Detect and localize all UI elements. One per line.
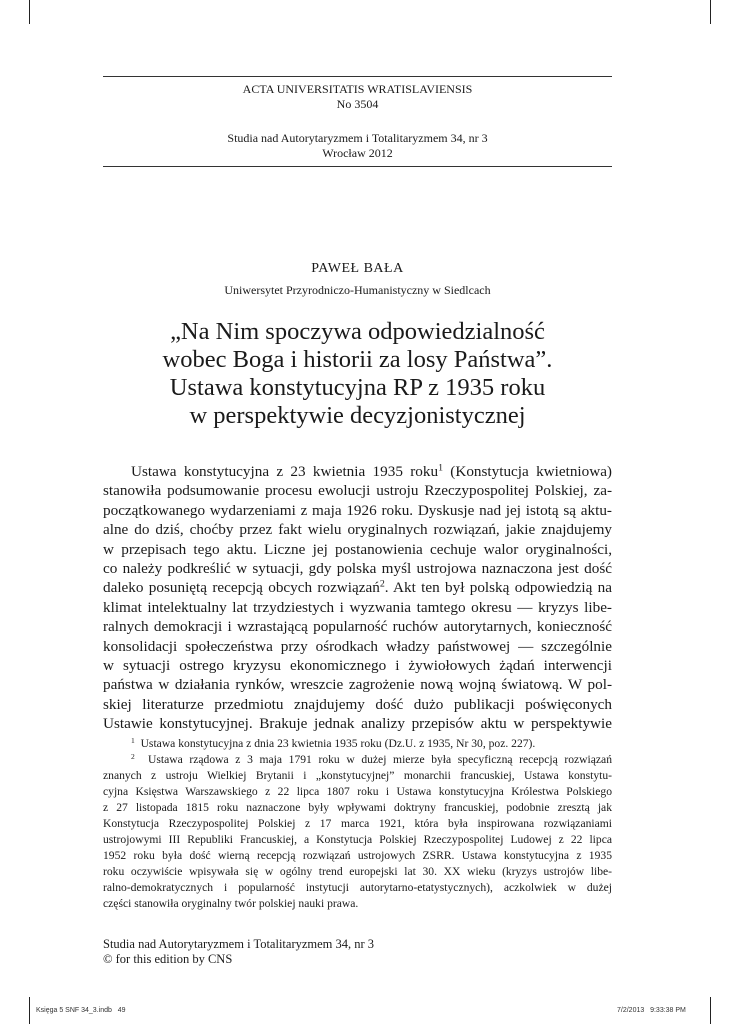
body-line: ralnych demokracji i wzrastającą popularność ruchów autorytarnych, konieczność [103,618,612,636]
footnote-2-line: części stanowiła oryginalny twór polskiej nauki prawa. [103,897,359,910]
body-paragraph [103,462,612,733]
title-line: wobec Boga i historii za losy Państwa”. [162,346,553,373]
footnote-number: 1 [131,735,135,745]
body-line: w sytuacji ostrego kryzysu ekonomicznego i żywiołowych żądań interwencji [103,656,612,674]
footnote-text: Ustawa rządowa z 3 maja 1791 roku w dużej mierze była specyficzną recepcją rozwiązań [148,753,612,766]
footnote-2-line: roku oczywiście wpisywała się w ogólny trend europejski lat 30. XX wieku (kryzys ustrojów libe- [103,865,612,878]
title-line: Ustawa konstytucyjna RP z 1935 roku [169,374,546,401]
footnote-2-line: ustrojowymi III Republiki Francuskiej, a Konstytucja Polskiej Rzeczypospolitej Ludowej z 22 lipca [103,833,612,846]
body-line: stanowiła podsumowanie procesu ewolucji ustroju Rzeczypospolitej Polskiej, za- [103,482,612,500]
body-line: Ustawie konstytucyjnej. Brakuje jednak analizy przepisów aktu w perspektywie [103,715,612,733]
footer-series: Studia nad Autorytaryzmem i Totalitaryzmem 34, nr 3 [103,937,375,951]
journal-number: No 3504 [336,97,379,111]
article-title [103,318,612,430]
footnotes [103,736,612,912]
author-affiliation: Uniwersytet Przyrodniczo-Humanistyczny w Siedlcach [224,283,491,297]
body-text: (Konstytucja kwietniowa) [443,463,612,480]
body-line: skiej literaturze przedmiotu znajdujemy dość dużo publikacji poświęconych [103,695,612,713]
body-text: daleko posuniętą recepcją obcych rozwiązań [103,579,380,597]
footer-copyright: © for this edition by CNS [103,952,233,966]
footnote-2-line: Konstytucja Rzeczypospolitej Polskiej z 17 marca 1921, która była inspirowana rozwiązaniami [103,817,612,830]
footnote-2-line: znanych z ustroju Wielkiej Brytanii i „konstytucyjnej” monarchii francuskiej, Ustawa konstytu- [103,769,612,782]
crop-mark-top-left [29,0,30,24]
footnote-ref-1: 1 [438,462,443,474]
body-line: państwa w działania rynków, wreszcie zagrożenie nową wojną światową. W pol- [103,676,612,694]
body-line [103,578,612,597]
footnote-2-line: ralno-demokratycznych i popularność instytucji autorytarno-etatystycznych), aczkolwiek w dużej [103,881,612,894]
crop-mark-bottom-left [29,997,30,1024]
footnote-2-line [103,752,612,768]
print-slug-file: Księga 5 SNF 34_3.indb 49 [36,1007,126,1014]
footnote-1 [103,736,612,752]
place-year: Wrocław 2012 [322,146,393,160]
body-text: Ustawa konstytucyjna z 23 kwietnia 1935 roku [131,463,439,480]
series-name: Studia nad Autorytaryzmem i Totalitaryzmem 34, nr 3 [227,131,488,145]
crop-mark-top-right [710,0,711,24]
crop-mark-bottom-right [710,997,711,1024]
footnote-2-line: z 27 listopada 1815 roku naznaczone były wpływami doktryny francuskiej, podobnie zresztą jak [103,801,612,814]
footnote-2-line: cyjna Księstwa Warszawskiego z 22 lipca 1807 roku i Ustawa konstytucyjna Królestwa Polskiego [103,785,612,798]
body-line [103,462,612,481]
body-line: w przepisach tego aktu. Liczne jej postanowienia cechuje walor oryginalności, [103,540,612,558]
footnote-ref-2: 2 [379,578,385,590]
body-line: klimat intelektualny lat trzydziestych i wyzwania tamtego okresu — kryzys libe- [103,598,612,616]
footnote-number: 2 [131,751,135,761]
body-line: co należy podkreślić w sytuacji, gdy polska myśl ustrojowa naznaczona jest dość [103,559,612,577]
title-line: „Na Nim spoczywa odpowiedzialność [170,318,545,345]
header-bottom-rule [103,166,612,167]
footnote-text: Ustawa konstytucyjna z dnia 23 kwietnia 1935 roku (Dz.U. z 1935, Nr 30, poz. 227). [140,737,536,750]
print-slug-timestamp: 7/2/2013 9:33:38 PM [617,1007,686,1014]
journal-name: ACTA UNIVERSITATIS WRATISLAVIENSIS [242,82,473,96]
author-name: PAWEŁ BAŁA [311,261,404,276]
header-top-rule [103,76,612,77]
title-line: w perspektywie decyzjonistycznej [189,402,526,429]
body-line: konsolidacji społeczeństwa przy ośrodkach władzy państwowej — szczególnie [103,637,612,655]
body-line: alne do dziś, choćby przez fakt wielu oryginalnych rozwiązań, jakie znajdujemy [103,521,612,539]
body-text: . Akt ten był polską odpowiedzią na [384,579,612,597]
body-line: początkowanego wydarzeniami z maja 1926 roku. Dyskusje nad jej istotą są aktu- [103,501,612,519]
footnote-2-line: 1952 roku była dość wierną recepcją rozwiązań ustrojowych ZSRR. Ustawa konstytucyjna z 1935 [103,849,612,862]
